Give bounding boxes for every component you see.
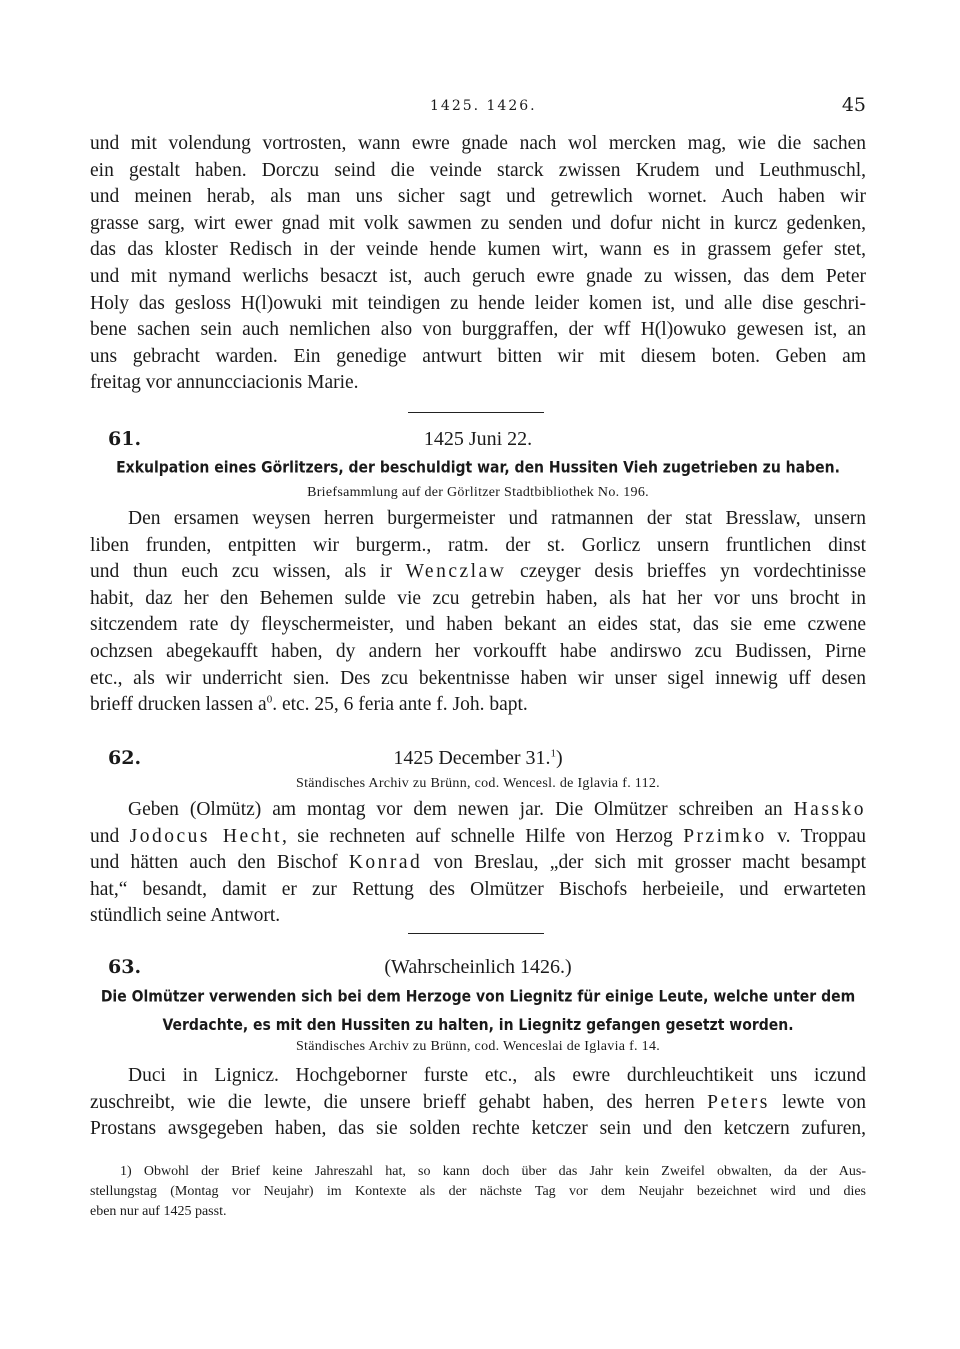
text-line: ein gestalt haben. Dorczu seind die veinde starck zwissen Krudem und Leuthmuschl, xyxy=(90,159,866,181)
person-name: Wenczlaw xyxy=(405,561,507,583)
text-line: und mit volendung vortrosten, wann ewre gnade nach wol mercken mag, wie die sachen xyxy=(90,133,866,154)
page-number: 45 xyxy=(841,94,866,116)
text-line: stündlich seine Antwort. xyxy=(90,905,281,927)
person-name: Konrad xyxy=(348,852,423,874)
text-line: und thun euch zcu wissen, als ir Wenczlaw czeyger desis brieffes yn vordechtinisse xyxy=(90,561,866,583)
document-date: 1425 Juni 22. xyxy=(423,428,533,450)
text-line: freitag vor annuncciacionis Marie. xyxy=(90,372,359,394)
text-line: hat,“ besandt, damit er zur Rettung des Olmützer Bischofs herbeieile, und erwarteten xyxy=(90,878,866,900)
document-summary: Exkulpation eines Görlitzers, der beschuldigt war, den Hussiten Vieh zugetrieben zu haben. xyxy=(116,458,840,477)
running-head-years: 1425. 1426. xyxy=(430,98,537,114)
document-text-61 xyxy=(90,506,866,719)
document-number: 62. xyxy=(108,747,142,769)
footnote xyxy=(90,1162,866,1222)
footnote-reference: 1 xyxy=(550,747,556,760)
text-line: und mit nymand werlichs besaczt ist, auch geruch ewre gnade zu wissen, das dem Peter xyxy=(90,265,866,287)
text-line: Duci in Lignicz. Hochgeborner furste etc., als ewre durchleuchtikeit uns iczund xyxy=(128,1065,866,1086)
document-source: Ständisches Archiv zu Brünn, cod. Wenceslai de Iglavia f. 14. xyxy=(295,1039,661,1054)
document-date: 1425 December 31.$^1$) xyxy=(393,747,563,769)
footnote-line: 1) Obwohl der Brief keine Jahreszahl hat, so kann doch über das Jahr kein Zweifel obwalten, da der Aus- xyxy=(120,1164,866,1179)
document-number: 63. xyxy=(108,956,142,978)
document-heading-63 xyxy=(90,956,866,984)
footnote-line: stellungstag (Montag vor Neujahr) im Kontexte als der nächste Tag vor dem Neujahr bezeichnet wird und dies xyxy=(90,1184,866,1199)
text-line: liben frunden, entpitten wir burgerm., ratm. der st. Gorlicz unsern fruntlichen dinst xyxy=(90,534,866,556)
person-name: Jodocus Hecht xyxy=(129,825,282,847)
document-heading-62 xyxy=(90,747,866,775)
text-line: und meinen herab, als man uns sicher sagt und getrewlich wornet. Auch haben wir xyxy=(90,186,866,208)
text-line: zuschreibt, wie die lewte, die unsere brieff gehabt haben, des herren Peters lewte von xyxy=(90,1091,867,1113)
document-text-63 xyxy=(90,1063,866,1143)
document-source: Briefsammlung auf der Görlitzer Stadtbibliothek No. 196. xyxy=(307,485,649,500)
text-line: uns gebracht warden. Ein genedige antwurt bitten wir mit diesem boten. Geben am xyxy=(90,345,866,367)
continuation-paragraph xyxy=(90,131,866,397)
section-divider xyxy=(408,412,544,413)
footnote-marker: 1) xyxy=(120,1164,132,1179)
text-line: Geben (Olmütz) am montag vor dem newen jar. Die Olmützer schreiben an Hassko xyxy=(128,799,867,820)
text-line: ochzsen abegekaufft haben, dy andern her vorkoufft habe andirswo zcu Budissen, Pirne xyxy=(90,640,866,662)
person-name: Hassko xyxy=(793,799,867,820)
text-line: bene sachen sein auch nemlichen also von burggraffen, der wff H(l)owuko gewesen ist, an xyxy=(90,319,866,341)
text-line: etc., als wir underricht sien. Des zcu bekentnisse haben wir unser sigel innewig uff desen xyxy=(90,667,866,689)
document-summary: Die Olmützer verwenden sich bei dem Herzoge von Liegnitz für einige Leute, welche unter dem Verdachte, es mit den Hussiten zu halten, in Liegnitz gefangen gesetzt worden. xyxy=(100,987,856,1035)
person-name: Peters xyxy=(707,1091,770,1113)
text-line: sitczendem rate dy fleyschermeister, und haben bekant an eides stat, das sie eme czwene xyxy=(90,614,866,636)
person-name: Przimko xyxy=(683,825,767,847)
document-text-62 xyxy=(90,797,866,930)
text-line: das das kloster Redisch in der veinde hende kumen wirt, wann es in grassem gefer stet, xyxy=(90,239,866,261)
document-source: Ständisches Archiv zu Brünn, cod. Wencesl. de Iglavia f. 112. xyxy=(296,776,660,791)
running-head xyxy=(90,94,866,120)
text-line: grasse sarg, wirt ewer gnad mit volk sawmen zu senden und dofur nicht in kurcz gedenken, xyxy=(90,212,866,234)
document-heading-61 xyxy=(90,428,866,456)
text-line: und Jodocus Hecht, sie rechneten auf schnelle Hilfe von Herzog Przimko v. Troppau xyxy=(90,825,867,847)
footnote-line: eben nur auf 1425 passt. xyxy=(90,1204,227,1219)
section-divider xyxy=(408,933,544,934)
text-line: habit, daz her den Behemen sulde vie zcu getrebin haben, als hat her vor uns brocht in xyxy=(90,587,866,609)
document-date: (Wahrscheinlich 1426.) xyxy=(384,956,572,978)
text-line: brieff drucken lassen $a^0$. etc. 25, 6 feria ante f. Joh. bapt. xyxy=(90,693,528,716)
text-line: Holy das gesloss H(l)owuki mit teindigen zu hende leider komen ist, und alle dise geschri- xyxy=(90,292,866,314)
text-line: Den ersamen weysen herren burgermeister und ratmannen der stat Bresslaw, unsern xyxy=(128,508,866,529)
text-line: und hätten auch den Bischof Konrad von Breslau, „der sich mit grosser macht besampt xyxy=(90,852,867,874)
document-number: 61. xyxy=(108,428,142,450)
text-line: Prostans awsgegeben haben, das sie solden rechte ketczer sein und den ketczern zufuren, xyxy=(90,1118,866,1140)
